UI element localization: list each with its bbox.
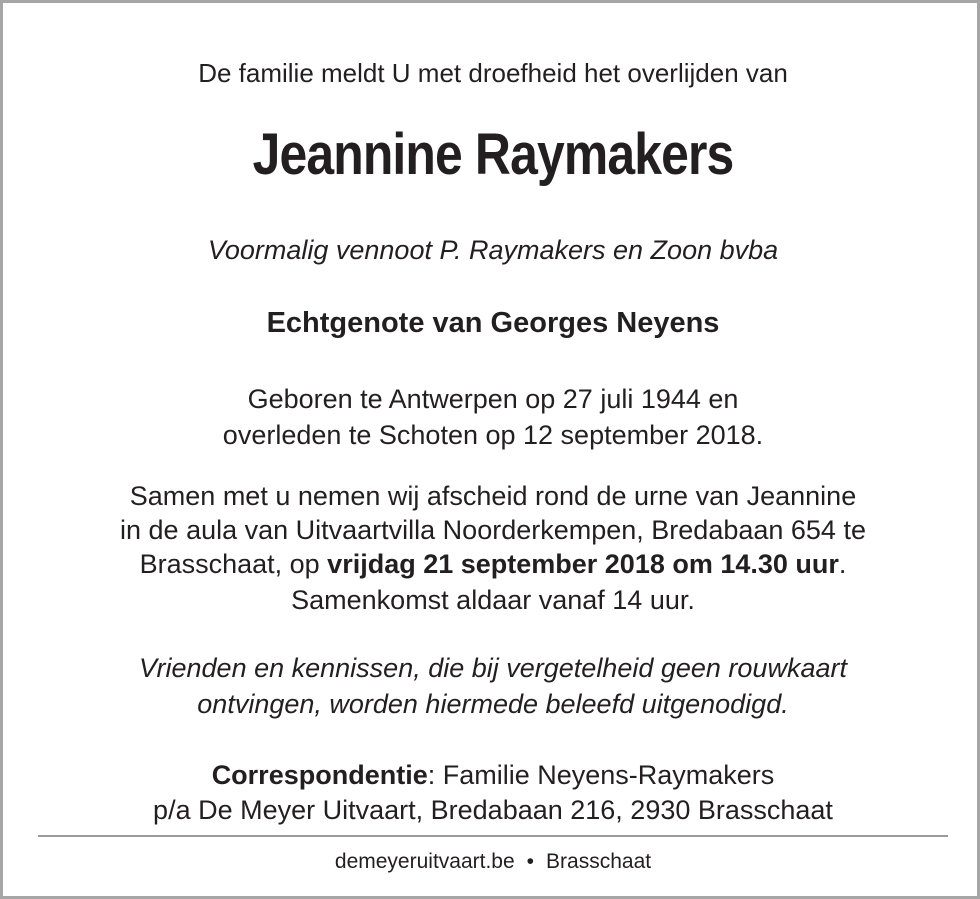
ceremony-datetime: vrijdag 21 september 2018 om 14.30 uur xyxy=(327,549,839,579)
farewell-line-3-prefix: Brasschaat, op xyxy=(139,549,328,579)
correspondence-address: p/a De Meyer Uitvaart, Bredabaan 216, 2930 Brasschaat xyxy=(153,795,833,825)
spouse-line: Echtgenote van Georges Neyens xyxy=(266,307,720,339)
footer-divider xyxy=(38,835,948,837)
correspondence-text: : Familie Neyens-Raymakers xyxy=(427,760,775,790)
footer xyxy=(3,850,980,874)
invitation-line-2: ontvingen, worden hiermede beleefd uitgenodigd. xyxy=(197,689,789,719)
correspondence-label: Correspondentie xyxy=(211,760,428,790)
farewell-line-4: Samenkomst aldaar vanaf 14 uur. xyxy=(291,585,695,615)
farewell-line-3-suffix: . xyxy=(838,549,847,579)
deceased-name: Jeannine Raymakers xyxy=(252,122,734,187)
farewell-line-2: in de aula van Uitvaartvilla Noorderkempen, Bredabaan 654 te xyxy=(120,515,866,545)
farewell-line-1: Samen met u nemen wij afscheid rond de urne van Jeannine xyxy=(129,481,857,511)
former-role: Voormalig vennoot P. Raymakers en Zoon bvba xyxy=(207,235,779,265)
correspondence-line xyxy=(3,760,980,791)
footer-bullet: • xyxy=(526,850,535,873)
birth-line-2: overleden te Schoten op 12 september 2018. xyxy=(222,420,764,450)
farewell-line-3 xyxy=(3,549,980,580)
footer-city: Brasschaat xyxy=(546,850,652,873)
intro-text: De familie meldt U met droefheid het overlijden van xyxy=(198,58,788,88)
birth-line-1: Geboren te Antwerpen op 27 juli 1944 en xyxy=(247,384,739,414)
footer-website: demeyeruitvaart.be xyxy=(334,850,515,873)
invitation-line-1: Vrienden en kennissen, die bij vergetelheid geen rouwkaart xyxy=(139,653,847,683)
